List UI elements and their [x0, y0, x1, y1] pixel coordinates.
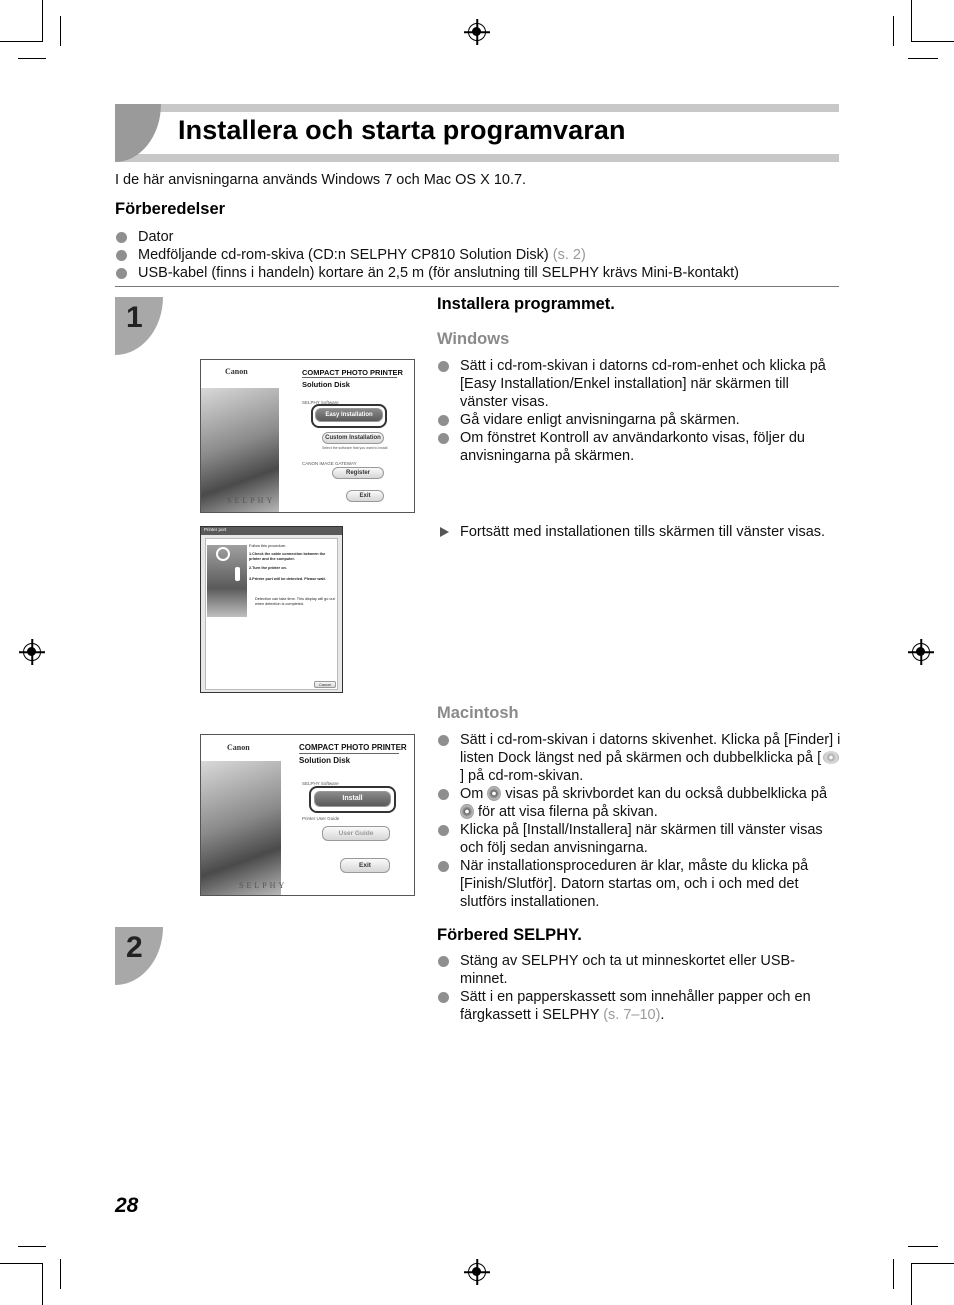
- selphy-photo: [201, 388, 279, 513]
- list-item: Fortsätt med installationen tills skärmen till vänster visas.: [437, 523, 842, 541]
- crop-mark: [908, 58, 938, 59]
- screenshot-printer-port: [200, 526, 343, 693]
- prep-list: [115, 228, 845, 282]
- dialog-body: [205, 538, 338, 690]
- registration-mark-icon: [468, 1263, 486, 1281]
- list-item: Medföljande cd-rom-skiva (CD:n SELPHY CP810 Solution Disk) (s. 2): [115, 246, 845, 264]
- registration-mark-icon: [912, 643, 930, 661]
- note-text: Detection can take time. This display will go out: [255, 597, 335, 601]
- crop-mark: [911, 1263, 912, 1305]
- disk-icon: [487, 786, 501, 801]
- instruction-text: Follow this procedure.: [249, 544, 287, 548]
- step-number-2: 2: [115, 927, 163, 985]
- crop-mark: [893, 16, 894, 46]
- note-text: when detection is completed.: [255, 602, 304, 606]
- list-item: Sätt i cd-rom-skivan i datorns cd-rom-enhet och klicka på [Easy Installation/Enkel installation] när skärmen till vänster visas.: [437, 357, 837, 411]
- register-button[interactable]: Register: [332, 467, 384, 479]
- product-line: COMPACT PHOTO PRINTER: [299, 743, 407, 752]
- crop-mark: [912, 41, 954, 42]
- windows-heading: Windows: [437, 330, 510, 348]
- divider: [115, 286, 839, 287]
- page-ref-link[interactable]: (s. 2): [552, 247, 586, 263]
- list-item: När installationsproceduren är klar, måste du klicka på [Finish/Slutför]. Datorn startas om, och i och med det slutförs installationen.: [437, 857, 842, 911]
- list-item: USB-kabel (finns i handeln) kortare än 2,5 m (för anslutning till SELPHY krävs Mini-B-kontakt): [115, 264, 845, 282]
- intro-text: I de här anvisningarna används Windows 7 och Mac OS X 10.7.: [115, 172, 527, 188]
- list-item: Sätt i en papperskassett som innehåller papper och en färgkassett i SELPHY (s. 7–10).: [437, 988, 837, 1024]
- banner-bar: [115, 154, 839, 162]
- crop-mark: [42, 1263, 43, 1305]
- instruction-text: 2.Turn the printer on.: [249, 566, 287, 570]
- crop-mark: [908, 1246, 938, 1247]
- canon-logo: Canon: [227, 743, 250, 752]
- exit-button[interactable]: Exit: [340, 858, 390, 873]
- section-label: Printer User Guide: [302, 816, 340, 821]
- banner-bar: [115, 104, 839, 112]
- list-item: Klicka på [Install/Installera] när skärmen till vänster visas och följ sedan anvisningarna.: [437, 821, 842, 857]
- page-ref-link[interactable]: (s. 7–10): [603, 1007, 661, 1023]
- disk-icon: [460, 804, 474, 819]
- list-item: Sätt i cd-rom-skivan i datorns skivenhet. Klicka på [Finder] i listen Dock längst ned på skärmen och dubbelklicka på [] på cd-rom-skivan.: [437, 731, 842, 785]
- crop-mark: [60, 16, 61, 46]
- screenshot-windows-solution-disk: [200, 359, 415, 513]
- page-number: 28: [115, 1194, 139, 1217]
- mac-list: [437, 731, 842, 911]
- cancel-button[interactable]: Cancel: [314, 681, 336, 688]
- page-title: Installera och starta programvaran: [178, 115, 626, 145]
- canon-logo: Canon: [225, 367, 248, 376]
- selphy-logo: SELPHY: [227, 496, 276, 505]
- crop-mark: [18, 1246, 46, 1247]
- crop-mark: [0, 41, 42, 42]
- disk-name: Solution Disk: [299, 756, 351, 765]
- step2-list: [437, 952, 837, 1024]
- instruction-text: 1.Check the cable connection between the: [249, 552, 326, 556]
- screenshot-mac-solution-disk: [200, 734, 415, 896]
- instruction-text: printer and the computer.: [249, 557, 295, 561]
- section-label: SELPHY Software: [302, 400, 339, 405]
- easy-installation-button[interactable]: Easy Installation: [315, 408, 383, 422]
- user-guide-button[interactable]: User Guide: [322, 826, 390, 841]
- registration-mark-icon: [468, 23, 486, 41]
- windows-continue: [437, 523, 842, 541]
- crop-mark: [912, 1263, 954, 1264]
- crop-mark: [42, 0, 43, 42]
- title-banner: [115, 104, 839, 160]
- list-item: Om fönstret Kontroll av användarkonto visas, följer du anvisningarna på skärmen.: [437, 429, 837, 465]
- step2-heading: Förbered SELPHY.: [437, 926, 582, 944]
- windows-list: [437, 357, 837, 465]
- list-item: Gå vidare enligt anvisningarna på skärmen.: [437, 411, 837, 429]
- list-item: Dator: [115, 228, 845, 246]
- product-line: COMPACT PHOTO PRINTER: [302, 368, 403, 377]
- crop-mark: [893, 1259, 894, 1289]
- instruction-text: 3.Printer port will be detected. Please wait.: [249, 577, 326, 581]
- cd-icon: [823, 751, 839, 764]
- crop-mark: [0, 1263, 42, 1264]
- crop-mark: [60, 1259, 61, 1289]
- exit-button[interactable]: Exit: [346, 490, 384, 502]
- warning-icon: [235, 567, 240, 581]
- crop-mark: [911, 0, 912, 42]
- disk-name: Solution Disk: [302, 380, 350, 389]
- macintosh-heading: Macintosh: [437, 704, 519, 722]
- step1-heading: Installera programmet.: [437, 295, 615, 313]
- install-button[interactable]: Install: [314, 791, 391, 807]
- selphy-photo: [201, 761, 281, 896]
- section-label: CANON iMAGE GATEWAY: [302, 461, 357, 466]
- prep-heading: Förberedelser: [115, 200, 226, 218]
- custom-installation-button[interactable]: Custom Installation: [322, 432, 384, 444]
- window-title: Printer port: [204, 527, 227, 532]
- list-item: Om visas på skrivbordet kan du också dubbelklicka på för att visa filerna på skivan.: [437, 785, 842, 821]
- registration-mark-icon: [23, 643, 41, 661]
- list-item: Stäng av SELPHY och ta ut minneskortet eller USB-minnet.: [437, 952, 837, 988]
- power-icon: [216, 547, 230, 561]
- step-number-1: 1: [115, 297, 163, 355]
- divider: [302, 377, 397, 378]
- crop-mark: [18, 58, 46, 59]
- custom-note: Select the software that you want to install: [322, 446, 388, 450]
- section-label: SELPHY Software: [302, 781, 339, 786]
- selphy-logo: SELPHY: [239, 881, 288, 890]
- divider: [299, 753, 399, 754]
